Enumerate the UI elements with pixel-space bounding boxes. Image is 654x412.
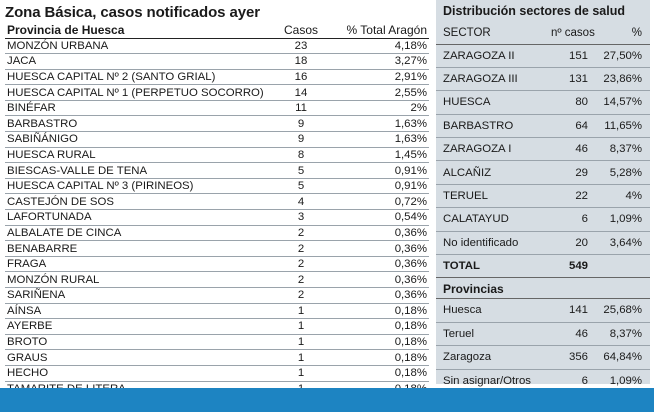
table-row [436,114,650,137]
sector-header: SECTOR [436,22,544,44]
province-row-cases: 141 [544,299,588,323]
sector-row-cases: 29 [544,161,588,184]
sector-row-cases: 64 [544,114,588,137]
ncases-header: nº casos [544,22,588,44]
zona-row-cases: 5 [267,163,335,179]
sector-row-name: ZARAGOZA II [436,44,544,67]
table-row [436,231,650,254]
total-value: 549 [568,259,588,272]
sector-row-pct: 1,09% [588,208,650,231]
table-row [5,163,429,179]
zona-row-name: BARBASTRO [5,116,267,132]
zona-row-name: HECHO [5,365,267,381]
total-label: TOTAL [443,259,480,272]
province-row-pct: 1,09% [588,369,650,393]
zona-basica-panel [5,4,429,397]
table-row [5,194,429,210]
sector-row-pct: 8,37% [588,138,650,161]
table-row [436,208,650,231]
table-row [5,334,429,350]
zona-row-name: BINÉFAR [5,100,267,116]
province-row-name: Huesca [436,299,544,323]
zona-row-name: BENABARRE [5,241,267,257]
zona-row-cases: 3 [267,210,335,226]
sector-row-name: CALATAYUD [436,208,544,231]
provincias-table [436,299,650,394]
table-header-row [5,22,429,38]
province-row-cases: 356 [544,346,588,370]
province-row-cases: 6 [544,369,588,393]
table-row [5,132,429,148]
zona-row-pct: 0,36% [335,256,429,272]
zona-row-pct: 0,18% [335,350,429,366]
zona-row-pct: 0,18% [335,319,429,335]
zona-row-name: GRAUS [5,350,267,366]
province-header: Provincia de Huesca [5,22,267,38]
table-row [5,241,429,257]
zona-row-cases: 1 [267,303,335,319]
table-row [5,303,429,319]
zona-row-pct: 0,36% [335,225,429,241]
table-row [436,161,650,184]
sector-row-cases: 22 [544,184,588,207]
zona-row-pct: 0,91% [335,163,429,179]
table-row [5,54,429,70]
sector-row-pct: 3,64% [588,231,650,254]
sector-row-name: ZARAGOZA III [436,67,544,90]
total-row [436,255,650,277]
zona-row-cases: 8 [267,147,335,163]
sector-row-cases: 46 [544,138,588,161]
sectores-table [436,22,650,277]
zona-row-pct: 0,36% [335,288,429,304]
zona-row-cases: 5 [267,178,335,194]
sector-row-name: BARBASTRO [436,114,544,137]
table-row [5,116,429,132]
zona-row-pct: 0,36% [335,272,429,288]
zona-row-name: BROTO [5,334,267,350]
zona-row-pct: 1,63% [335,132,429,148]
zona-row-cases: 14 [267,85,335,101]
sector-row-cases: 151 [544,44,588,67]
zona-row-pct: 0,18% [335,303,429,319]
sector-row-cases: 6 [544,208,588,231]
zona-row-pct: 3,27% [335,54,429,70]
sector-row-pct: 27,50% [588,44,650,67]
zona-basica-title: Zona Básica, casos notificados ayer [5,4,260,21]
zona-row-name: HUESCA RURAL [5,147,267,163]
zona-row-cases: 4 [267,194,335,210]
table-row [436,44,650,67]
zona-row-name: HUESCA CAPITAL Nº 3 (PIRINEOS) [5,178,267,194]
sector-row-name: No identificado [436,231,544,254]
province-row-name: Sin asignar/Otros [436,369,544,393]
zona-row-cases: 16 [267,69,335,85]
zona-row-cases: 18 [267,54,335,70]
sector-row-name: ZARAGOZA I [436,138,544,161]
table-header-row [436,22,650,44]
zona-row-pct: 2% [335,100,429,116]
sector-row-pct: 4% [588,184,650,207]
table-row [5,272,429,288]
sectores-panel [436,0,650,387]
table-row [5,38,429,54]
table-row [436,91,650,114]
province-row-name: Teruel [436,322,544,346]
pct-header: % Total Aragón [335,22,429,38]
zona-row-cases: 2 [267,256,335,272]
province-row-cases: 46 [544,322,588,346]
sector-row-pct: 11,65% [588,114,650,137]
sector-row-cases: 80 [544,91,588,114]
table-row [5,69,429,85]
zona-row-pct: 0,54% [335,210,429,226]
sector-row-pct: 14,57% [588,91,650,114]
sector-pct-header: % [588,22,650,44]
bottom-bar [0,388,654,412]
zona-row-cases: 1 [267,365,335,381]
sectores-title: Distribución sectores de salud [443,4,625,18]
zona-row-name: SARIÑENA [5,288,267,304]
zona-row-cases: 1 [267,319,335,335]
sector-row-pct: 5,28% [588,161,650,184]
zona-row-pct: 4,18% [335,38,429,54]
zona-row-cases: 9 [267,132,335,148]
zona-row-pct: 2,91% [335,69,429,85]
table-row [436,184,650,207]
province-row-pct: 25,68% [588,299,650,323]
zona-row-cases: 23 [267,38,335,54]
zona-row-pct: 0,18% [335,334,429,350]
zona-row-name: SABIÑÁNIGO [5,132,267,148]
table-row [5,319,429,335]
zona-row-cases: 1 [267,334,335,350]
zona-row-pct: 0,72% [335,194,429,210]
table-row [5,100,429,116]
province-row-name: Zaragoza [436,346,544,370]
zona-row-cases: 2 [267,288,335,304]
zona-row-name: CASTEJÓN DE SOS [5,194,267,210]
zona-row-cases: 1 [267,350,335,366]
sector-row-name: ALCAÑIZ [436,161,544,184]
zona-row-cases: 9 [267,116,335,132]
province-row-pct: 64,84% [588,346,650,370]
zona-row-cases: 2 [267,241,335,257]
zona-row-name: LAFORTUNADA [5,210,267,226]
zona-row-pct: 1,63% [335,116,429,132]
zona-row-cases: 2 [267,272,335,288]
cases-header: Casos [267,22,335,38]
zona-row-name: HUESCA CAPITAL Nº 1 (PERPETUO SOCORRO) [5,85,267,101]
table-row [5,365,429,381]
table-row [436,67,650,90]
zona-row-cases: 11 [267,100,335,116]
table-row [5,288,429,304]
zona-row-name: MONZÓN RURAL [5,272,267,288]
zona-row-name: AYERBE [5,319,267,335]
sector-row-cases: 131 [544,67,588,90]
province-row-pct: 8,37% [588,322,650,346]
zona-row-pct: 2,55% [335,85,429,101]
sector-row-name: TERUEL [436,184,544,207]
zona-row-pct: 1,45% [335,147,429,163]
zona-basica-table [5,22,429,397]
zona-row-cases: 2 [267,225,335,241]
table-row [5,147,429,163]
table-row [436,138,650,161]
table-row [436,299,650,323]
zona-row-name: BIESCAS-VALLE DE TENA [5,163,267,179]
zona-row-name: AÍNSA [5,303,267,319]
table-row [5,225,429,241]
table-row [5,350,429,366]
zona-row-name: ALBALATE DE CINCA [5,225,267,241]
zona-row-name: MONZÓN URBANA [5,38,267,54]
zona-row-pct: 0,36% [335,241,429,257]
table-row [436,346,650,370]
zona-row-name: FRAGA [5,256,267,272]
table-row [5,178,429,194]
zona-row-pct: 0,18% [335,365,429,381]
zona-row-pct: 0,91% [335,178,429,194]
zona-row-name: JACA [5,54,267,70]
table-row [5,210,429,226]
table-row [5,85,429,101]
provincias-title: Provincias [436,277,650,299]
zona-row-name: HUESCA CAPITAL Nº 2 (SANTO GRIAL) [5,69,267,85]
sector-row-pct: 23,86% [588,67,650,90]
sector-row-name: HUESCA [436,91,544,114]
table-row [5,256,429,272]
sector-row-cases: 20 [544,231,588,254]
table-row [436,322,650,346]
